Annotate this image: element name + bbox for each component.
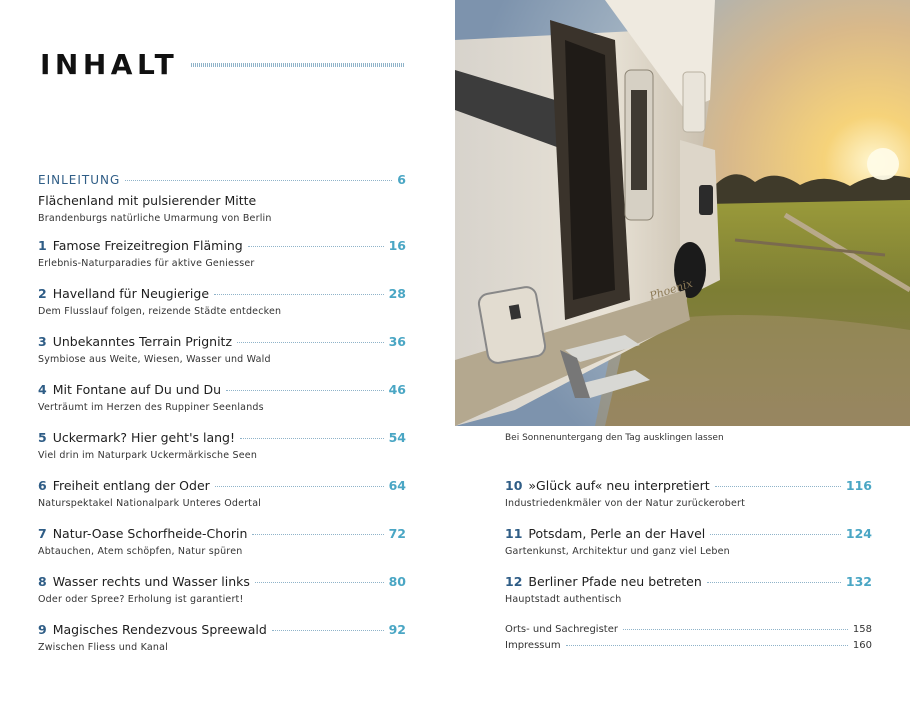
leader-dots	[623, 629, 848, 630]
leader-dots	[125, 180, 392, 181]
chapter-page: 80	[388, 574, 406, 589]
chapter-number: 6	[38, 478, 47, 493]
chapter-number: 7	[38, 526, 47, 541]
intro-title: Flächenland mit pulsierender Mitte	[38, 193, 257, 208]
chapter-number: 4	[38, 382, 47, 397]
chapter-subtitle: Hauptstadt authentisch	[505, 594, 622, 605]
toc-impressum[interactable]	[505, 640, 872, 651]
chapter-subtitle: Verträumt im Herzen des Ruppiner Seenlands	[38, 402, 264, 413]
toc-chapter-7[interactable]	[38, 526, 406, 557]
leader-dots	[237, 342, 384, 343]
leader-dots	[214, 294, 384, 295]
leader-dots	[240, 438, 384, 439]
vehicle-brand-text: Phoenix	[647, 276, 695, 303]
chapter-title: Unbekanntes Terrain Prignitz	[52, 334, 233, 349]
toc-chapter-11[interactable]	[505, 526, 872, 557]
toc-chapter-12[interactable]	[505, 574, 872, 605]
appendix-page: 158	[852, 624, 872, 635]
chapter-title: Wasser rechts und Wasser links	[52, 574, 250, 589]
toc-chapter-1[interactable]	[38, 238, 406, 269]
toc-chapter-5[interactable]	[38, 430, 406, 461]
toc-intro[interactable]	[38, 172, 406, 224]
chapter-subtitle: Industriedenkmäler von der Natur zurückerobert	[505, 498, 746, 509]
chapter-subtitle: Dem Flusslauf folgen, reizende Städte entdecken	[38, 306, 282, 317]
toc-chapter-3[interactable]	[38, 334, 406, 365]
intro-label: EINLEITUNG	[38, 173, 121, 187]
chapter-subtitle: Erlebnis-Naturparadies für aktive Geniesser	[38, 258, 255, 269]
toc-chapter-10[interactable]	[505, 478, 872, 509]
chapter-page: 54	[388, 430, 406, 445]
toc-chapter-2[interactable]	[38, 286, 406, 317]
photo-caption: Bei Sonnenuntergang den Tag ausklingen lassen	[505, 433, 724, 443]
chapter-subtitle: Gartenkunst, Architektur und ganz viel Leben	[505, 546, 730, 557]
chapter-subtitle: Viel drin im Naturpark Uckermärkische Seen	[38, 450, 258, 461]
chapter-title: Magisches Rendezvous Spreewald	[52, 622, 267, 637]
motorhome-sunset-photo	[455, 0, 910, 426]
chapter-page: 28	[388, 286, 406, 301]
chapter-title: Berliner Pfade neu betreten	[528, 574, 702, 589]
chapter-page: 16	[388, 238, 406, 253]
toc-chapter-4[interactable]	[38, 382, 406, 413]
toc-chapter-8[interactable]	[38, 574, 406, 605]
chapter-subtitle: Oder oder Spree? Erholung ist garantiert!	[38, 594, 244, 605]
appendix-page: 160	[852, 640, 872, 651]
leader-dots	[226, 390, 384, 391]
chapter-page: 116	[845, 478, 872, 493]
chapter-title: Freiheit entlang der Oder	[52, 478, 210, 493]
chapter-title: Mit Fontane auf Du und Du	[52, 382, 222, 397]
page-heading: INHALT	[40, 48, 179, 81]
chapter-number: 3	[38, 334, 47, 349]
appendix-title: Orts- und Sachregister	[505, 624, 618, 635]
heading-rule	[191, 63, 404, 67]
chapter-title: Natur-Oase Schorfheide-Chorin	[52, 526, 248, 541]
chapter-page: 132	[845, 574, 872, 589]
chapter-page: 46	[388, 382, 406, 397]
chapter-title: Uckermark? Hier geht's lang!	[52, 430, 235, 445]
chapter-subtitle: Naturspektakel Nationalpark Unteres Odertal	[38, 498, 262, 509]
toc-chapter-9[interactable]	[38, 622, 406, 653]
chapter-number: 2	[38, 286, 47, 301]
intro-page: 6	[397, 172, 406, 187]
appendix-title: Impressum	[505, 640, 561, 651]
chapter-subtitle: Zwischen Fliess und Kanal	[38, 642, 168, 653]
leader-dots	[215, 486, 384, 487]
chapter-page: 124	[845, 526, 872, 541]
toc-chapter-6[interactable]	[38, 478, 406, 509]
leader-dots	[252, 534, 383, 535]
leader-dots	[566, 645, 848, 646]
leader-dots	[715, 486, 841, 487]
chapter-title: Potsdam, Perle an der Havel	[528, 526, 706, 541]
chapter-number: 5	[38, 430, 47, 445]
chapter-title: Famose Freizeitregion Fläming	[52, 238, 243, 253]
leader-dots	[272, 630, 384, 631]
chapter-page: 72	[388, 526, 406, 541]
leader-dots	[255, 582, 384, 583]
chapter-subtitle: Symbiose aus Weite, Wiesen, Wasser und Wald	[38, 354, 271, 365]
chapter-number: 11	[505, 526, 523, 541]
chapter-number: 9	[38, 622, 47, 637]
chapter-number: 8	[38, 574, 47, 589]
chapter-page: 36	[388, 334, 406, 349]
intro-subtitle: Brandenburgs natürliche Umarmung von Berlin	[38, 213, 272, 224]
toc-index[interactable]	[505, 624, 872, 635]
chapter-number: 1	[38, 238, 47, 253]
chapter-page: 92	[388, 622, 406, 637]
chapter-number: 10	[505, 478, 523, 493]
leader-dots	[710, 534, 841, 535]
leader-dots	[248, 246, 384, 247]
leader-dots	[707, 582, 841, 583]
chapter-page: 64	[388, 478, 406, 493]
chapter-title: »Glück auf« neu interpretiert	[528, 478, 710, 493]
chapter-subtitle: Abtauchen, Atem schöpfen, Natur spüren	[38, 546, 243, 557]
chapter-number: 12	[505, 574, 523, 589]
chapter-title: Havelland für Neugierige	[52, 286, 210, 301]
